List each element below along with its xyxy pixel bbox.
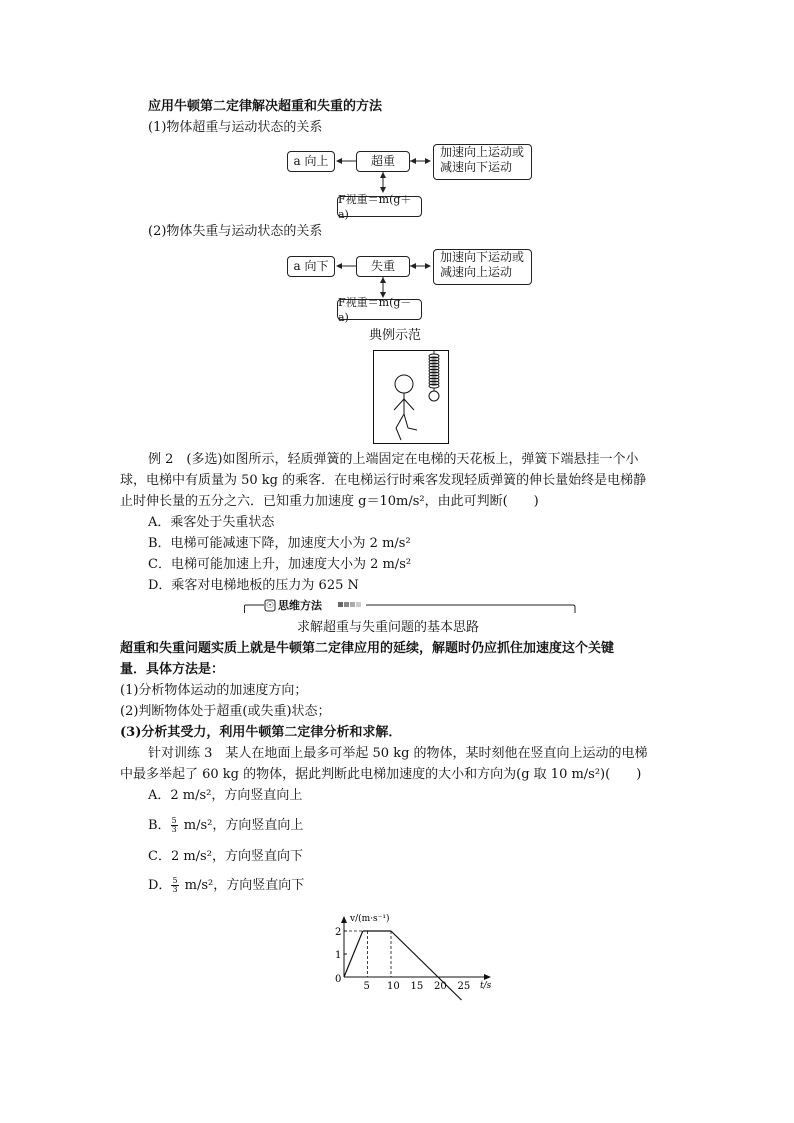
part1-heading: (1)物体超重与运动状态的关系: [148, 120, 323, 135]
method-banner-label: 思维方法: [278, 599, 322, 612]
accel-up-box: a 向上: [287, 151, 335, 172]
accel-down-box: a 向下: [287, 256, 335, 277]
method-line2: 量．具体方法是：: [120, 662, 225, 677]
method-title: 求解超重与失重问题的基本思路: [297, 620, 480, 635]
overweight-motion-line1: 加速向上运动或: [440, 145, 525, 159]
ball-icon: [429, 391, 439, 401]
part2-heading: (2)物体失重与运动状态的关系: [148, 224, 323, 239]
example2-option-d[interactable]: D．乘客对电梯地板的压力为 625 N: [148, 578, 359, 593]
overweight-motion-line2: 减速向下运动: [440, 160, 513, 174]
x-axis-label: t/s: [480, 981, 492, 991]
y-tick-label-1: 1: [335, 950, 342, 961]
x-tick-label-10: 10: [387, 981, 400, 992]
x-tick-label-5: 5: [363, 981, 370, 992]
option-d-denominator: 3: [172, 885, 178, 894]
y-tick-label-2: 2: [335, 927, 342, 938]
weightless-box: 失重: [356, 256, 410, 277]
training3-option-d[interactable]: [148, 877, 304, 895]
velocity-time-chart: [330, 908, 505, 1008]
weightless-motion-line2: 减速向上运动: [440, 265, 513, 279]
training3-option-a[interactable]: A．2 m/s²，方向竖直向上: [148, 788, 303, 803]
overweight-box: 超重: [356, 151, 410, 172]
training3-option-c[interactable]: C．2 m/s²，方向竖直向下: [148, 849, 303, 864]
option-d-prefix: D．: [148, 878, 172, 893]
overweight-motion-box: [433, 144, 532, 180]
velocity-segment-3: [391, 931, 462, 1000]
option-b-denominator: 3: [171, 825, 177, 834]
example2-line2: 球，电梯中有质量为 50 kg 的乘客．在电梯运行时乘客发现轻质弹簧的伸长量始终是电梯静: [120, 473, 647, 488]
option-b-fraction: [171, 817, 178, 834]
training3-option-b[interactable]: [148, 817, 303, 835]
method-step-2: (2)判断物体处于超重(或失重)状态；: [120, 704, 331, 719]
weightless-motion-line1: 加速向下运动或: [440, 250, 525, 264]
origin-label: 0: [335, 974, 342, 985]
overweight-formula-box: F视重＝m(g＋a): [337, 196, 422, 217]
weightless-motion-box: [433, 249, 532, 285]
y-axis-label: v/(m·s⁻¹): [350, 914, 390, 924]
example-heading: 典例示范: [369, 328, 422, 343]
option-d-fraction: [171, 877, 178, 894]
option-d-text: m/s²，方向竖直向下: [180, 878, 305, 893]
x-tick-label-15: 15: [410, 981, 424, 992]
example2-line3: 止时伸长量的五分之六．已知重力加速度 g＝10m/s²，由此可判断( ): [120, 494, 539, 509]
x-tick-label-20: 20: [434, 981, 447, 992]
option-b-text: m/s²，方向竖直向上: [179, 818, 304, 833]
elevator-figure: [373, 350, 449, 444]
method-step-3: (3)分析其受力，利用牛顿第二定律分析和求解．: [120, 725, 402, 740]
light-bulb-icon: ☉: [266, 601, 275, 611]
method-line1: 超重和失重问题实质上就是牛顿第二定律应用的延续，解题时仍应抓住加速度这个关键: [120, 641, 615, 656]
example2-option-c[interactable]: C．电梯可能加速上升，加速度大小为 2 m/s²: [148, 557, 412, 572]
section-title: 应用牛顿第二定律解决超重和失重的方法: [148, 99, 383, 114]
x-tick-label-25: 25: [457, 981, 471, 992]
weightless-formula-box: F视重＝m(g－a): [337, 299, 422, 320]
example2-line1: 例 2 (多选)如图所示，轻质弹簧的上端固定在电梯的天花板上，弹簧下端悬挂一个小: [148, 452, 639, 467]
option-b-prefix: B．: [148, 818, 171, 833]
example2-option-b[interactable]: B．电梯可能减速下降，加速度大小为 2 m/s²: [148, 536, 411, 551]
example2-option-a[interactable]: A．乘客处于失重状态: [148, 515, 275, 530]
training3-line2: 中最多举起了 60 kg 的物体，据此判断此电梯加速度的大小和方向为(g 取 10 m/s²)( ): [120, 767, 642, 782]
option-d-numerator: 5: [172, 876, 178, 885]
training3-line1: 针对训练 3 某人在地面上最多可举起 50 kg 的物体，某时刻他在竖直向上运动的电梯: [148, 746, 648, 761]
method-step-1: (1)分析物体运动的加速度方向；: [120, 683, 308, 698]
option-b-numerator: 5: [171, 816, 177, 825]
